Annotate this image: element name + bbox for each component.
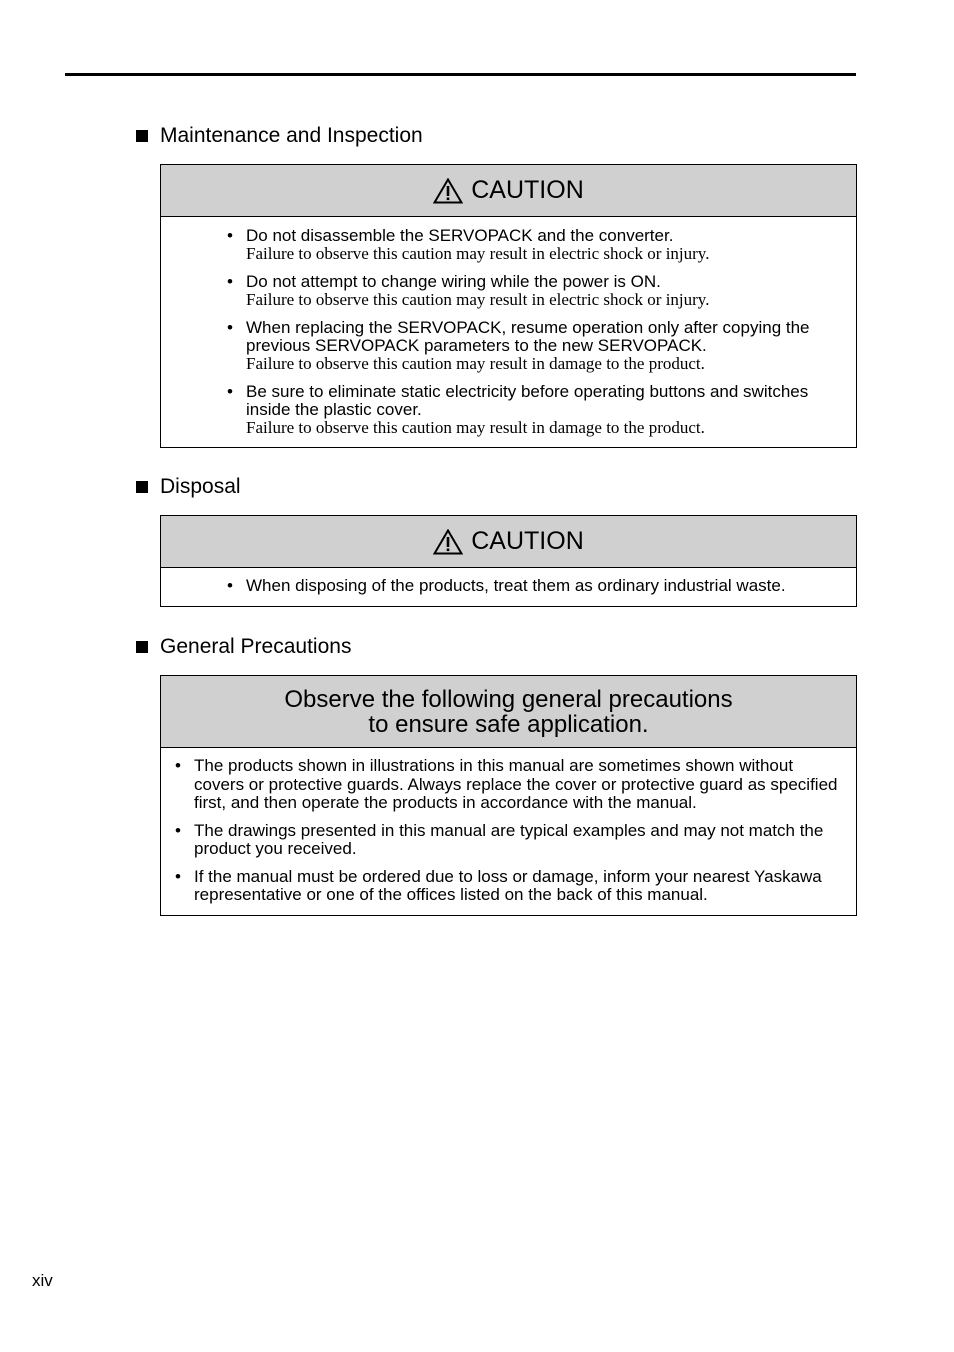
item-note: Failure to observe this caution may result in damage to the product. [246,418,705,437]
item-note: Failure to observe this caution may result in electric shock or injury. [246,244,710,263]
item-text: If the manual must be ordered due to loss or damage, inform your nearest Yaskawa representative or one of the offices listed on the back of this manual. [194,866,822,904]
heading-maintenance-inspection [136,124,423,148]
heading-text: General Precautions [160,635,352,658]
item-text: The products shown in illustrations in this manual are sometimes shown without covers or protective guards. Always replace the cover or protective guard as specified first, and then operate the products in accordance with the manual. [194,756,838,812]
caution-list [161,568,856,606]
bullet: • [227,382,233,401]
heading-text: Maintenance and Inspection [160,124,423,147]
warning-triangle-icon [433,529,463,555]
bullet: • [175,820,181,840]
header-line-2: to ensure safe application. [368,710,649,738]
header-line-1: Observe the following general precautions [284,685,733,713]
caution-header [161,516,856,568]
item-text: When replacing the SERVOPACK, resume operation only after copying the previous SERVOPACK parameters to the new SERVOPACK. [246,318,810,355]
list-item [175,820,842,859]
caution-title: CAUTION [471,176,584,204]
precautions-list [161,748,856,915]
item-text: Do not disassemble the SERVOPACK and the converter. [246,226,674,245]
caution-box-disposal [160,515,857,607]
bullet: • [227,576,233,595]
caution-title: CAUTION [471,527,584,555]
list-item [227,272,846,309]
list-item [175,866,842,905]
general-precautions-box [160,675,857,916]
heading-disposal [136,475,241,499]
item-text: Be sure to eliminate static electricity before operating buttons and switches inside the plastic cover. [246,382,809,419]
item-text: When disposing of the products, treat them as ordinary industrial waste. [246,576,786,595]
filled-square-icon [136,130,148,142]
filled-square-icon [136,641,148,653]
page-number: xiv [32,1271,53,1290]
item-text: The drawings presented in this manual are typical examples and may not match the product you received. [194,820,824,858]
bullet: • [175,756,181,775]
heading-general-precautions [136,635,351,659]
caution-box-maintenance [160,164,857,448]
general-precautions-header [161,676,856,748]
item-note: Failure to observe this caution may result in damage to the product. [246,354,705,373]
top-rule [65,73,856,76]
bullet: • [227,226,233,245]
caution-list [161,217,856,447]
item-text: Do not attempt to change wiring while the power is ON. [246,272,661,291]
caution-header [161,165,856,217]
bullet: • [227,272,233,291]
list-item [227,382,846,437]
list-item [227,226,846,263]
list-item [227,576,846,595]
list-item [227,318,846,373]
bullet: • [175,866,181,886]
filled-square-icon [136,481,148,493]
warning-triangle-icon [433,178,463,204]
list-item [175,756,842,813]
item-note: Failure to observe this caution may result in electric shock or injury. [246,290,710,309]
heading-text: Disposal [160,475,241,498]
bullet: • [227,318,233,337]
